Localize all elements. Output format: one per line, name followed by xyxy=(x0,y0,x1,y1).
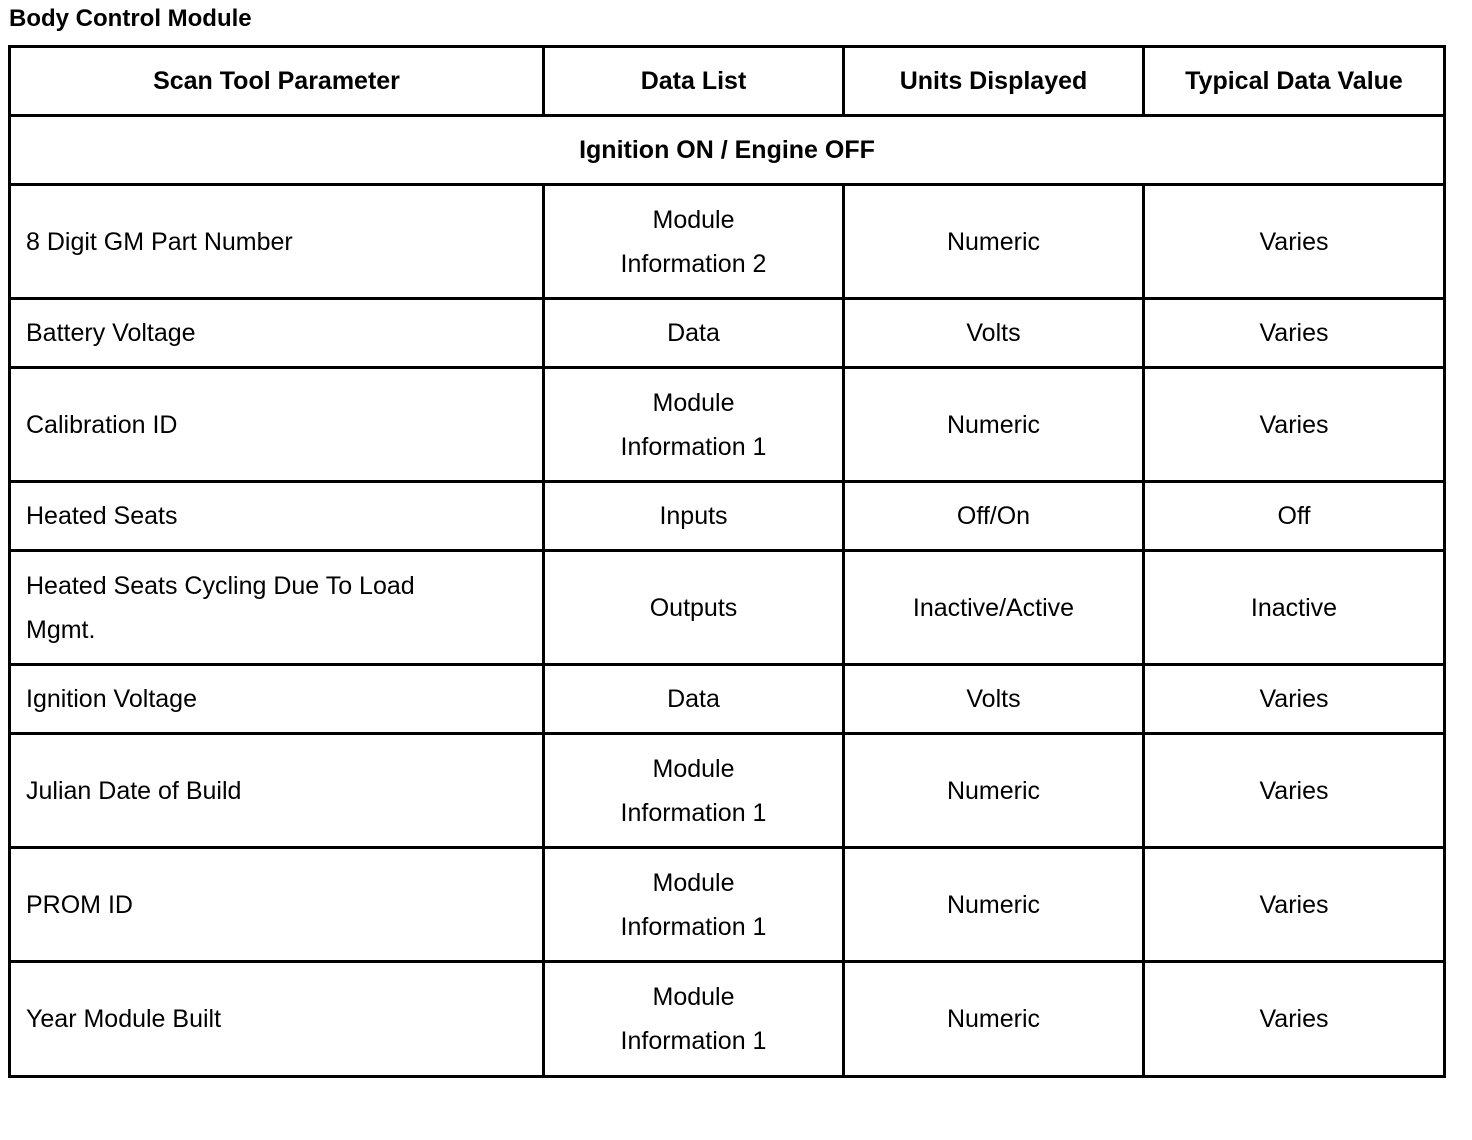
document-title: Body Control Module xyxy=(9,5,252,32)
data-list-line: Module xyxy=(652,868,735,897)
parameter-cell: Julian Date of Build xyxy=(10,734,544,848)
data-list-cell xyxy=(544,848,844,962)
data-list-cell xyxy=(544,665,844,734)
parameter-table xyxy=(8,45,1446,1078)
table-row xyxy=(10,551,1445,665)
parameter-cell: Year Module Built xyxy=(10,962,544,1077)
parameter-cell: Heated Seats Cycling Due To Load Mgmt. xyxy=(10,551,544,665)
typical-value-cell: Varies xyxy=(1144,299,1445,368)
table-row xyxy=(10,665,1445,734)
data-list-line: Module xyxy=(652,983,735,1011)
typical-value-cell: Varies xyxy=(1144,734,1445,848)
units-cell: Volts xyxy=(844,665,1144,734)
data-list-line: Module xyxy=(652,754,735,783)
data-list-cell xyxy=(544,368,844,482)
data-list-line: Information 1 xyxy=(620,912,767,941)
header-row xyxy=(10,47,1445,116)
units-cell: Numeric xyxy=(844,848,1144,962)
data-list-line: Information 1 xyxy=(620,432,767,461)
units-cell: Numeric xyxy=(844,734,1144,848)
data-list-cell xyxy=(544,734,844,848)
header-units: Units Displayed xyxy=(844,47,1144,116)
typical-value-cell: Varies xyxy=(1144,368,1445,482)
header-data-list: Data List xyxy=(544,47,844,116)
units-cell: Numeric xyxy=(844,962,1144,1077)
units-cell: Inactive/Active xyxy=(844,551,1144,665)
units-cell: Numeric xyxy=(844,368,1144,482)
data-list-line: Information 1 xyxy=(620,1027,767,1055)
data-list-cell xyxy=(544,482,844,551)
units-cell: Volts xyxy=(844,299,1144,368)
data-list-line: Information 2 xyxy=(620,249,767,278)
table-row xyxy=(10,299,1445,368)
data-list-cell xyxy=(544,962,844,1077)
table-row xyxy=(10,734,1445,848)
header-typical-value: Typical Data Value xyxy=(1144,47,1445,116)
header-parameter: Scan Tool Parameter xyxy=(10,47,544,116)
data-list-line: Information 1 xyxy=(620,798,767,827)
data-list-line: Module xyxy=(652,388,735,417)
typical-value-cell: Varies xyxy=(1144,185,1445,299)
data-list-line: Data xyxy=(667,319,720,347)
data-list-line: Module xyxy=(652,205,735,234)
parameter-cell: Heated Seats xyxy=(10,482,544,551)
typical-value-cell: Varies xyxy=(1144,665,1445,734)
table-row xyxy=(10,185,1445,299)
typical-value-cell: Inactive xyxy=(1144,551,1445,665)
parameter-cell: Battery Voltage xyxy=(10,299,544,368)
table-row xyxy=(10,368,1445,482)
data-list-cell xyxy=(544,299,844,368)
parameter-cell: 8 Digit GM Part Number xyxy=(10,185,544,299)
data-list-line: Outputs xyxy=(649,593,738,622)
data-list-line: Inputs xyxy=(659,502,728,530)
section-row xyxy=(10,116,1445,185)
table-row xyxy=(10,482,1445,551)
section-label: Ignition ON / Engine OFF xyxy=(10,116,1445,185)
units-cell: Numeric xyxy=(844,185,1144,299)
table-row xyxy=(10,962,1445,1077)
units-cell: Off/On xyxy=(844,482,1144,551)
data-list-line: Data xyxy=(667,685,720,713)
typical-value-cell: Varies xyxy=(1144,962,1445,1077)
parameter-cell: PROM ID xyxy=(10,848,544,962)
parameter-cell: Ignition Voltage xyxy=(10,665,544,734)
typical-value-cell: Varies xyxy=(1144,848,1445,962)
parameter-cell: Calibration ID xyxy=(10,368,544,482)
data-list-cell xyxy=(544,185,844,299)
table-row xyxy=(10,848,1445,962)
typical-value-cell: Off xyxy=(1144,482,1445,551)
data-list-cell xyxy=(544,551,844,665)
